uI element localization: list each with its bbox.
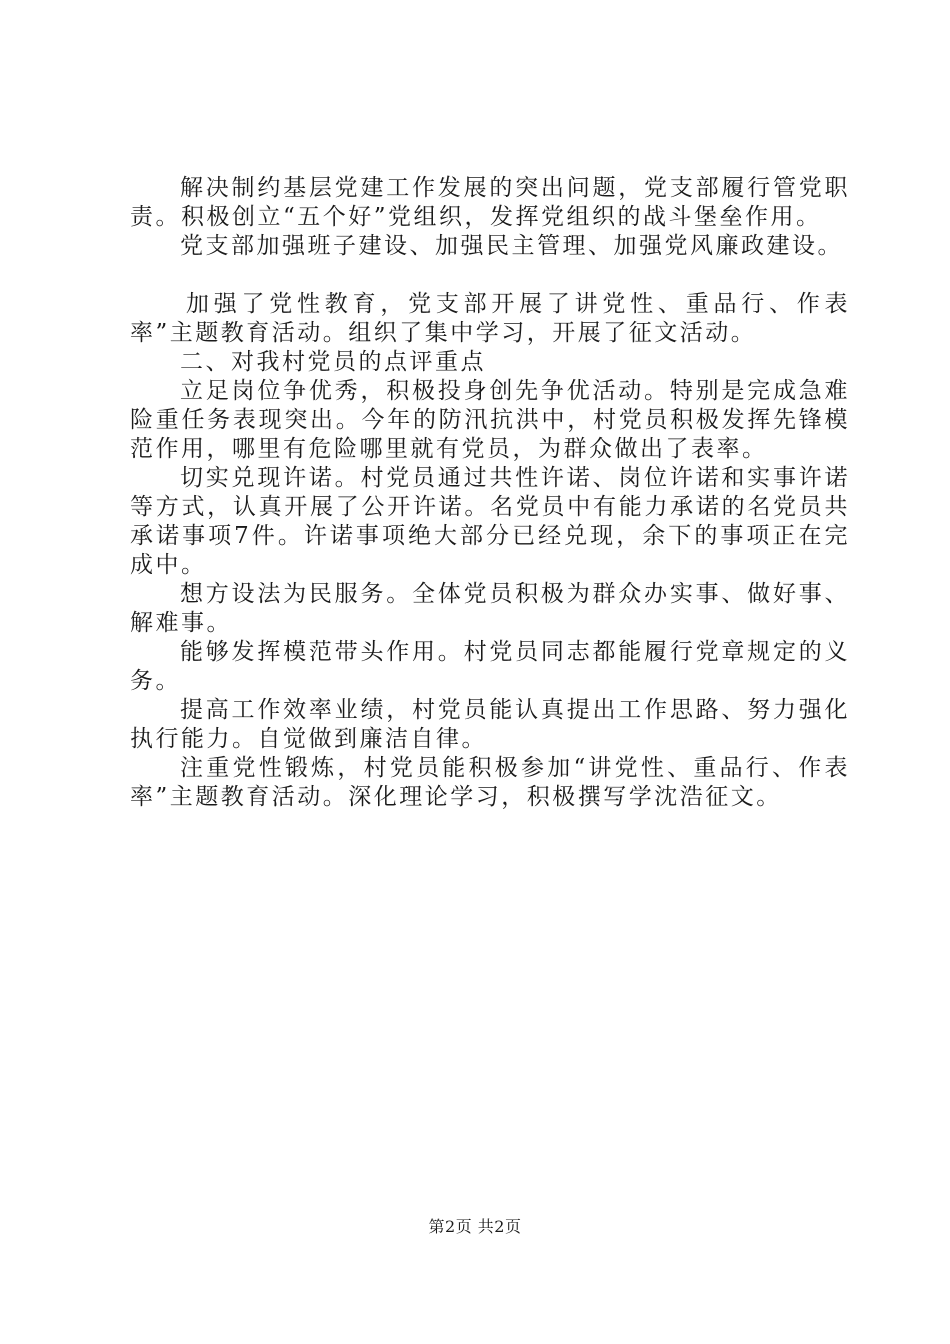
paragraph-9: 提高工作效率业绩，村党员能认真提出工作思路、努力强化执行能力。自觉做到廉洁自律。	[130, 697, 850, 752]
paragraph-6: 切实兑现许诺。村党员通过共性许诺、岗位许诺和实事许诺等方式，认真开展了公开许诺。名党员中有能力承诺的名党员共承诺事项7件。许诺事项绝大部分已经兑现，余下的事项正在完成中。	[130, 465, 850, 578]
section-heading: 二、对我村党员的点评重点	[180, 349, 486, 375]
paragraph-10: 注重党性锻炼，村党员能积极参加“讲党性、重品行、作表率”主题教育活动。深化理论学习，积极撰写学沈浩征文。	[130, 755, 850, 810]
paragraph-2: 党支部加强班子建设、加强民主管理、加强党风廉政建设。	[180, 233, 843, 259]
page-number-footer: 第2页 共2页	[428, 1217, 522, 1236]
paragraph-1: 解决制约基层党建工作发展的突出问题，党支部履行管党职责。积极创立“五个好”党组织，发挥党组织的战斗堡垒作用。	[130, 175, 850, 230]
paragraph-3: 加强了党性教育，党支部开展了讲党性、重品行、作表率”主题教育活动。组织了集中学习，开展了征文活动。	[130, 291, 850, 346]
paragraph-8: 能够发挥模范带头作用。村党员同志都能履行党章规定的义务。	[130, 639, 850, 694]
paragraph-5: 立足岗位争优秀，积极投身创先争优活动。特别是完成急难险重任务表现突出。今年的防汛抗洪中，村党员积极发挥先锋模范作用，哪里有危险哪里就有党员，为群众做出了表率。	[130, 378, 850, 462]
paragraph-7: 想方设法为民服务。全体党员积极为群众办实事、做好事、解难事。	[130, 581, 850, 636]
document-body	[130, 174, 850, 812]
